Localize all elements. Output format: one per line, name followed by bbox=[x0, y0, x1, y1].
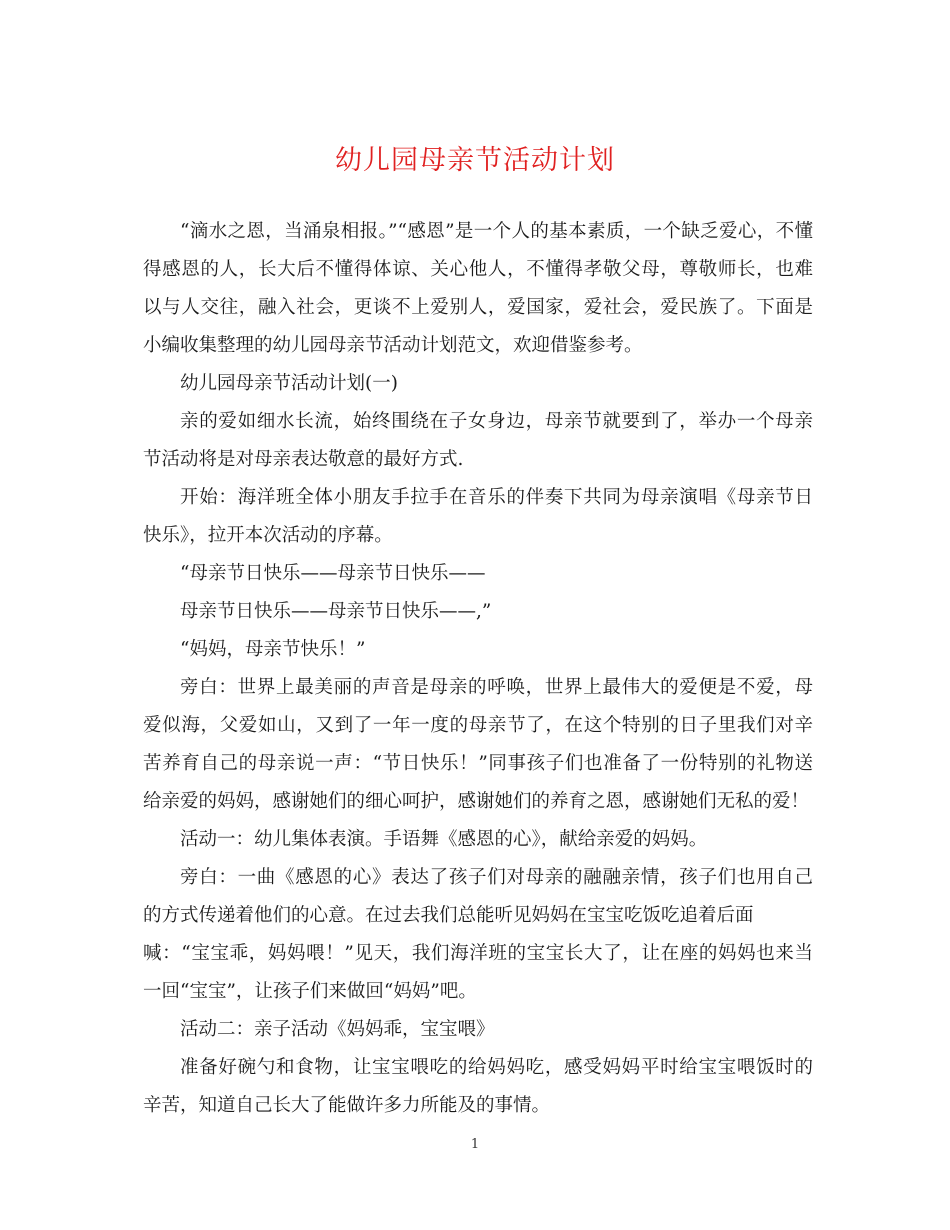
text-line: 苦养育自己的母亲说一声：“节日快乐！”同事孩子们也准备了一份特别的礼物送 bbox=[143, 753, 813, 774]
page-number: 1 bbox=[470, 1137, 480, 1152]
text-line: 的方式传递着他们的心意。在过去我们总能听见妈妈在宝宝吃饭吃追着后面 bbox=[143, 905, 754, 926]
text-line: 准备好碗勺和食物，让宝宝喂吃的给妈妈吃，感受妈妈平时给宝宝喂饭时的 bbox=[180, 1057, 813, 1078]
text-line: 一回“宝宝”，让孩子们来做回“妈妈”吧。 bbox=[143, 981, 477, 1002]
text-line: “滴水之恩，当涌泉相报。”“感恩”是一个人的基本素质，一个缺乏爱心，不懂 bbox=[180, 221, 813, 242]
text-line: 亲的爱如细水长流，始终围绕在子女身边，母亲节就要到了，举办一个母亲 bbox=[180, 411, 813, 432]
text-line: 幼儿园母亲节活动计划(一) bbox=[180, 373, 398, 394]
text-line: “妈妈，母亲节快乐！” bbox=[180, 639, 366, 660]
text-line: 给亲爱的妈妈，感谢她们的细心呵护，感谢她们的养育之恩，感谢她们无私的爱！ bbox=[143, 791, 810, 812]
text-line: 开始：海洋班全体小朋友手拉手在音乐的伴奏下共同为母亲演唱《母亲节日 bbox=[180, 487, 813, 508]
text-line: 母亲节日快乐——母亲节日快乐——,” bbox=[180, 601, 492, 622]
text-line: 小编收集整理的幼儿园母亲节活动计划范文，欢迎借鉴参考。 bbox=[143, 335, 643, 356]
text-line: 爱似海，父爱如山，又到了一年一度的母亲节了，在这个特别的日子里我们对辛 bbox=[143, 715, 813, 736]
text-line: “母亲节日快乐——母亲节日快乐—— bbox=[180, 563, 486, 584]
text-line: 节活动将是对母亲表达敬意的最好方式. bbox=[143, 449, 464, 470]
text-line: 旁白：一曲《感恩的心》表达了孩子们对母亲的融融亲情，孩子们也用自己 bbox=[180, 867, 813, 888]
text-line: 活动一：幼儿集体表演。手语舞《感恩的心》，献给亲爱的妈妈。 bbox=[180, 829, 708, 850]
text-line: 得感恩的人，长大后不懂得体谅、关心他人，不懂得孝敬父母，尊敬师长，也难 bbox=[143, 259, 813, 280]
text-line: 旁白：世界上最美丽的声音是母亲的呼唤，世界上最伟大的爱便是不爱，母 bbox=[180, 677, 813, 698]
text-line: 喊：“宝宝乖，妈妈喂！”见天，我们海洋班的宝宝长大了，让在座的妈妈也来当 bbox=[143, 943, 813, 964]
text-line: 活动二：亲子活动《妈妈乖，宝宝喂》 bbox=[180, 1019, 495, 1040]
document-body bbox=[143, 213, 813, 1125]
document-title: 幼儿园母亲节活动计划 bbox=[335, 145, 615, 176]
text-line: 快乐》，拉开本次活动的序幕。 bbox=[143, 525, 393, 546]
text-line: 辛苦，知道自己长大了能做许多力所能及的事情。 bbox=[143, 1095, 551, 1116]
text-line: 以与人交往，融入社会，更谈不上爱别人，爱国家，爱社会，爱民族了。下面是 bbox=[143, 297, 813, 318]
